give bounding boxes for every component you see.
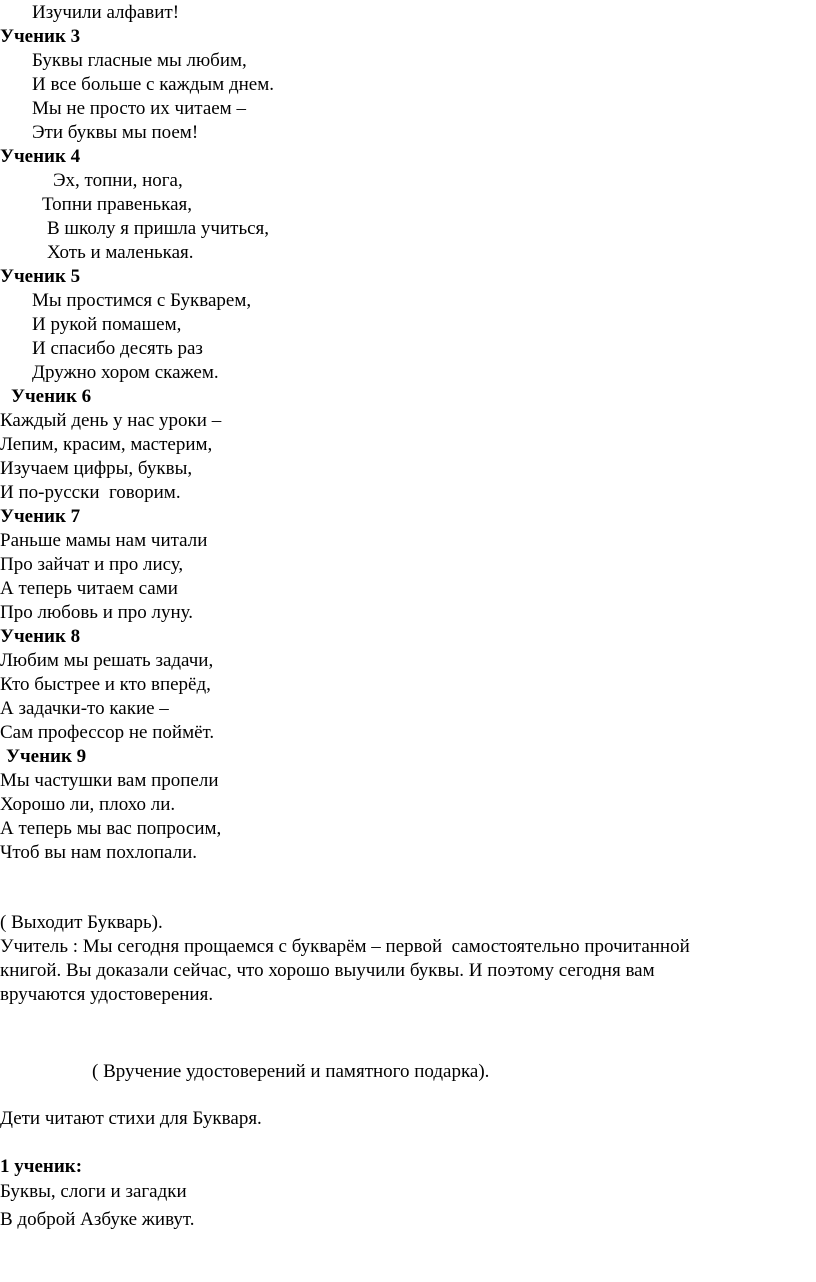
paragraph-line: вручаются удостоверения. (0, 984, 214, 1005)
poem-line: И рукой помашем, (32, 314, 182, 335)
poem-line: Про зайчат и про лису, (0, 554, 184, 575)
poem-line: Дружно хором скажем. (32, 362, 219, 383)
poem-line: И по-русски говорим. (0, 482, 181, 503)
speaker-heading: 1 ученик: (0, 1156, 83, 1177)
poem-line: А теперь мы вас попросим, (0, 818, 222, 839)
poem-line: В доброй Азбуке живут. (0, 1209, 195, 1230)
poem-line: Эти буквы мы поем! (32, 122, 199, 143)
speaker-heading: Ученик 4 (0, 146, 81, 167)
speaker-heading: Ученик 5 (0, 266, 81, 287)
poem-line: Раньше мамы нам читали (0, 530, 208, 551)
poem-line: Буквы, слоги и загадки (0, 1181, 187, 1202)
poem-line: Лепим, красим, мастерим, (0, 434, 213, 455)
poem-line: Буквы гласные мы любим, (32, 50, 247, 71)
poem-line: А задачки-то какие – (0, 698, 169, 719)
speaker-heading: Ученик 6 (11, 386, 92, 407)
poem-line: Хорошо ли, плохо ли. (0, 794, 176, 815)
poem-line: А теперь читаем сами (0, 578, 178, 599)
poem-line: И все больше с каждым днем. (32, 74, 274, 95)
poem-line: Изучили алфавит! (32, 2, 180, 23)
poem-line: Про любовь и про луну. (0, 602, 194, 623)
stage-direction: ( Вручение удостоверений и памятного подарка). (92, 1061, 490, 1082)
poem-line: Топни правенькая, (42, 194, 193, 215)
poem-line: Изучаем цифры, буквы, (0, 458, 193, 479)
poem-line: В школу я пришла учиться, (47, 218, 270, 239)
paragraph-line: книгой. Вы доказали сейчас, что хорошо выучили буквы. И поэтому сегодня вам (0, 960, 655, 981)
poem-line: Эх, топни, нога, (53, 170, 183, 191)
paragraph-line: Учитель : Мы сегодня прощаемся с букварём – первой самостоятельно прочитанной (0, 936, 690, 957)
poem-line: Хоть и маленькая. (47, 242, 194, 263)
paragraph-line: Дети читают стихи для Букваря. (0, 1108, 262, 1129)
poem-line: Каждый день у нас уроки – (0, 410, 222, 431)
poem-line: Мы не просто их читаем – (32, 98, 246, 119)
poem-line: Любим мы решать задачи, (0, 650, 214, 671)
speaker-heading: Ученик 7 (0, 506, 81, 527)
poem-line: Чтоб вы нам похлопали. (0, 842, 198, 863)
poem-line: Сам профессор не поймёт. (0, 722, 215, 743)
poem-line: И спасибо десять раз (32, 338, 203, 359)
stage-direction: ( Выходит Букварь). (0, 912, 163, 933)
poem-line: Мы частушки вам пропели (0, 770, 219, 791)
speaker-heading: Ученик 3 (0, 26, 81, 47)
poem-line: Кто быстрее и кто вперёд, (0, 674, 211, 695)
poem-line: Мы простимся с Букварем, (32, 290, 252, 311)
speaker-heading: Ученик 9 (6, 746, 87, 767)
speaker-heading: Ученик 8 (0, 626, 81, 647)
